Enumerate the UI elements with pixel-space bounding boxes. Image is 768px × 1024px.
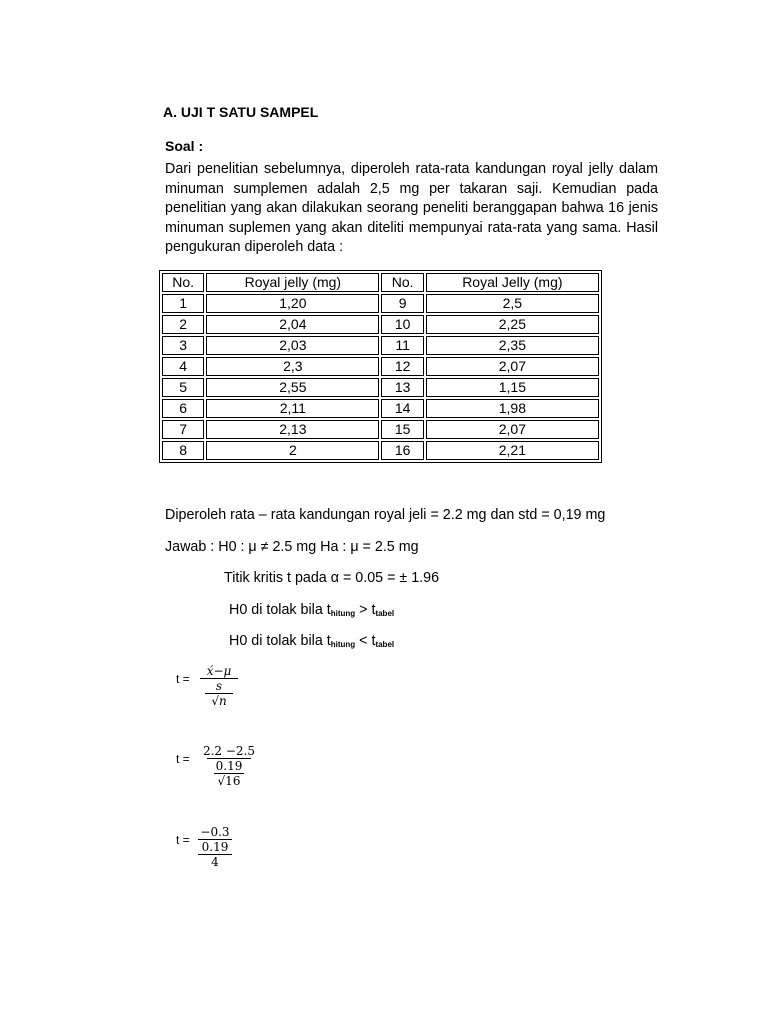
problem-text: Dari penelitian sebelumnya, diperoleh rata-rata kandungan royal jelly dalam minuman sumplemen adalah 2,5 mg per takaran saji. Kemudian pada penelitian yang akan dilakukan seorang peneliti beranggapan bahwa 16 jenis minuman suplemen yang akan diteliti mempunyai rata-rata yang sama. Hasil pengukuran diperoleh data : <box>165 161 658 255</box>
section-heading: A. UJI T SATU SAMPEL <box>163 104 319 120</box>
table-cell: 16 <box>381 441 423 460</box>
table-row <box>162 378 599 397</box>
formula-3-label: t = <box>176 833 190 847</box>
table-cell: 2,03 <box>206 336 379 355</box>
data-table <box>159 270 602 463</box>
hypothesis-line: Jawab : H0 : μ ≠ 2.5 mg Ha : μ = 2.5 mg <box>165 539 419 555</box>
table-cell: 9 <box>381 294 423 313</box>
table-cell: 2,3 <box>206 357 379 376</box>
formula-1-numerator: x́−μ <box>206 664 232 678</box>
reject-rule-1-sub-hitung: hitung <box>330 609 356 618</box>
reject-rule-1-op: > t <box>355 602 376 618</box>
formula-3 <box>198 825 232 869</box>
formula-3-denominator: 4 <box>198 854 232 869</box>
table-cell: 7 <box>162 420 204 439</box>
table-cell: 1 <box>162 294 204 313</box>
reject-rule-1 <box>229 602 394 618</box>
table-row <box>162 315 599 334</box>
result-line: Diperoleh rata – rata kandungan royal jeli = 2.2 mg dan std = 0,19 mg <box>165 507 606 523</box>
reject-rule-2-op: < t <box>355 633 376 649</box>
header-royal-jelly-1: Royal jelly (mg) <box>206 273 379 292</box>
table-cell: 1,98 <box>426 399 599 418</box>
formula-2-denominator: √16 <box>214 773 244 788</box>
formula-1-denominator: √n <box>205 693 233 708</box>
formula-1-label: t = <box>176 672 190 686</box>
table-cell: 2,07 <box>426 357 599 376</box>
table-cell: 2,04 <box>206 315 379 334</box>
reject-rule-1-prefix: H0 di tolak bila t <box>229 602 331 618</box>
table-cell: 14 <box>381 399 423 418</box>
table-cell: 2 <box>206 441 379 460</box>
formula-1-mid: s <box>200 678 238 693</box>
table-cell: 12 <box>381 357 423 376</box>
table-cell: 2,21 <box>426 441 599 460</box>
table-cell: 2 <box>162 315 204 334</box>
table-cell: 13 <box>381 378 423 397</box>
table-cell: 2,07 <box>426 420 599 439</box>
formula-2-numerator: 2.2 −2.5 <box>202 744 256 758</box>
table-row <box>162 399 599 418</box>
header-royal-jelly-2: Royal Jelly (mg) <box>426 273 599 292</box>
table-cell: 2,25 <box>426 315 599 334</box>
table-row <box>162 420 599 439</box>
soal-label: Soal : <box>165 138 204 154</box>
formula-2 <box>200 744 258 788</box>
critical-value-line: Titik kritis t pada α = 0.05 = ± 1.96 <box>224 570 440 586</box>
table-cell: 10 <box>381 315 423 334</box>
table-cell: 2,11 <box>206 399 379 418</box>
table-header-row <box>162 273 599 292</box>
reject-rule-2 <box>229 633 394 649</box>
table-row <box>162 441 599 460</box>
reject-rule-2-prefix: H0 di tolak bila t <box>229 633 331 649</box>
formula-3-numerator: −0.3 <box>200 825 230 839</box>
formula-1 <box>200 664 238 708</box>
table-row <box>162 357 599 376</box>
header-no-2: No. <box>381 273 423 292</box>
reject-rule-2-sub-hitung: hitung <box>330 640 356 649</box>
table-cell: 6 <box>162 399 204 418</box>
reject-rule-2-sub-tabel: tabel <box>375 640 395 649</box>
formula-2-label: t = <box>176 752 190 766</box>
table-row <box>162 294 599 313</box>
table-cell: 2,5 <box>426 294 599 313</box>
table-cell: 15 <box>381 420 423 439</box>
table-cell: 2,55 <box>206 378 379 397</box>
table-cell: 5 <box>162 378 204 397</box>
table-cell: 1,20 <box>206 294 379 313</box>
table-cell: 2,13 <box>206 420 379 439</box>
table-cell: 11 <box>381 336 423 355</box>
table-cell: 3 <box>162 336 204 355</box>
formula-2-mid: 0.19 <box>207 758 251 773</box>
formula-3-mid: 0.19 <box>198 839 232 854</box>
table-cell: 2,35 <box>426 336 599 355</box>
table-cell: 4 <box>162 357 204 376</box>
table-cell: 8 <box>162 441 204 460</box>
table-row <box>162 336 599 355</box>
table-cell: 1,15 <box>426 378 599 397</box>
reject-rule-1-sub-tabel: tabel <box>375 609 395 618</box>
header-no-1: No. <box>162 273 204 292</box>
